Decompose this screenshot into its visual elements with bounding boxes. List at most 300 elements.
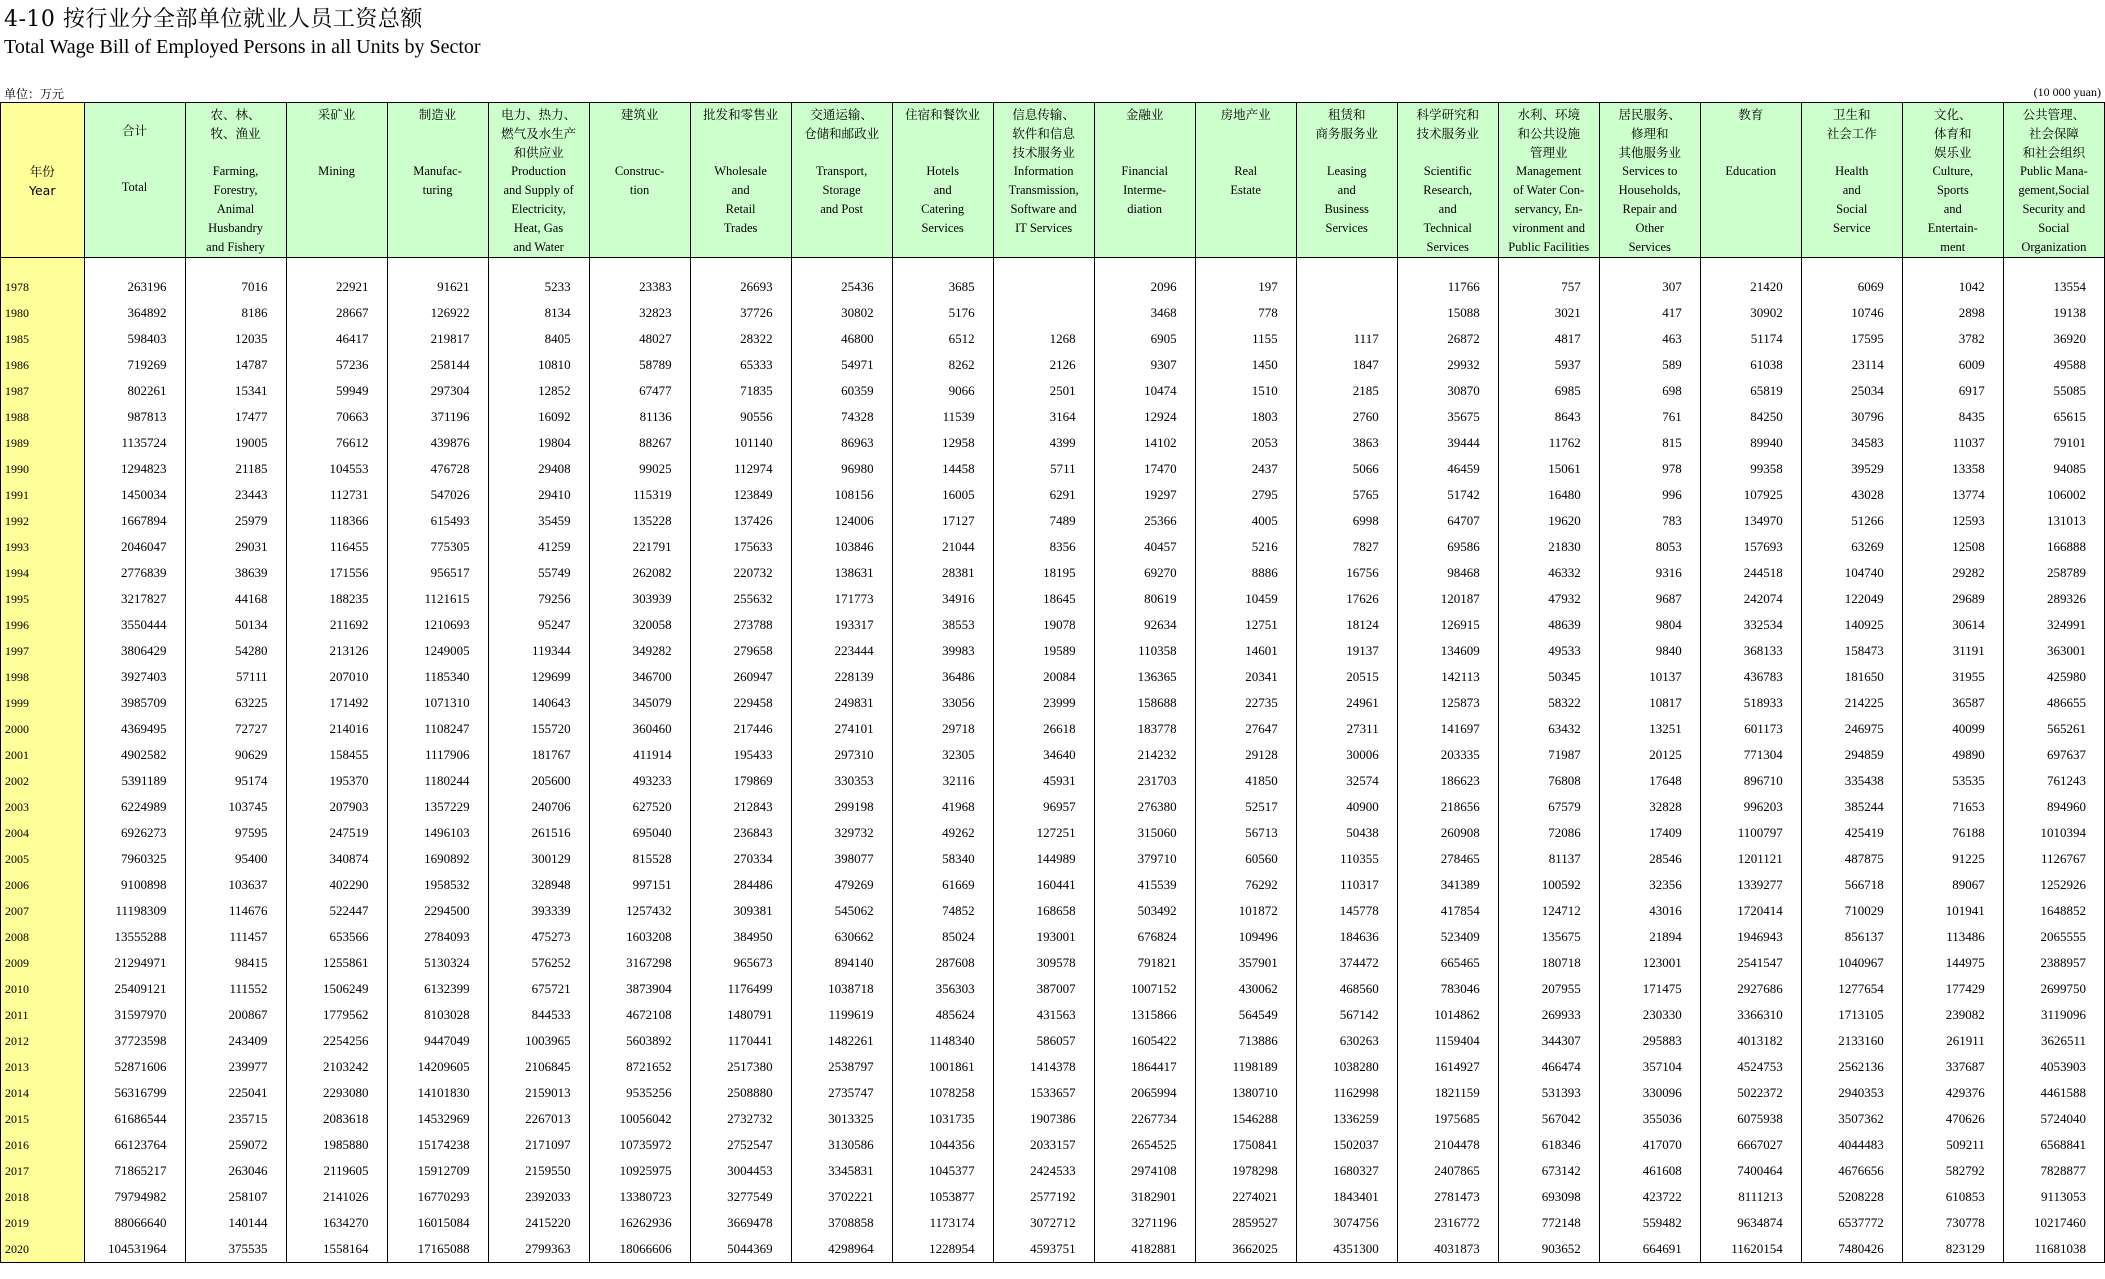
value-cell: 3164 — [993, 404, 1094, 430]
value-cell: 22735 — [1195, 690, 1296, 716]
value-cell: 235715 — [185, 1106, 286, 1132]
column-header — [589, 103, 690, 258]
value-cell: 46332 — [1498, 560, 1599, 586]
value-cell: 76808 — [1498, 768, 1599, 794]
value-cell: 1907386 — [993, 1106, 1094, 1132]
value-cell: 50438 — [1296, 820, 1397, 846]
year-cell: 1997 — [1, 638, 85, 664]
value-cell: 368133 — [1700, 638, 1801, 664]
value-cell: 328948 — [488, 872, 589, 898]
value-cell: 66123764 — [84, 1132, 185, 1158]
value-cell: 4461588 — [2003, 1080, 2104, 1106]
table-row — [1, 326, 2105, 352]
value-cell: 79101 — [2003, 430, 2104, 456]
value-cell: 21185 — [185, 456, 286, 482]
value-cell: 101872 — [1195, 898, 1296, 924]
value-cell: 41968 — [892, 794, 993, 820]
value-cell: 1821159 — [1397, 1080, 1498, 1106]
value-cell: 6985 — [1498, 378, 1599, 404]
value-cell: 16770293 — [387, 1184, 488, 1210]
value-cell: 20341 — [1195, 664, 1296, 690]
value-cell: 3119096 — [2003, 1002, 2104, 1028]
value-cell: 3550444 — [84, 612, 185, 638]
value-cell: 50134 — [185, 612, 286, 638]
column-header — [1195, 103, 1296, 258]
value-cell: 2096 — [1094, 274, 1195, 300]
column-header — [185, 103, 286, 258]
year-cell: 1992 — [1, 508, 85, 534]
value-cell: 160441 — [993, 872, 1094, 898]
value-cell: 1690892 — [387, 846, 488, 872]
value-cell: 11037 — [1902, 430, 2003, 456]
value-cell: 207010 — [286, 664, 387, 690]
value-cell: 43016 — [1599, 898, 1700, 924]
value-cell: 2254256 — [286, 1028, 387, 1054]
value-cell: 6069 — [1801, 274, 1902, 300]
value-cell: 6009 — [1902, 352, 2003, 378]
year-cell: 2004 — [1, 820, 85, 846]
value-cell: 59949 — [286, 378, 387, 404]
value-cell: 63432 — [1498, 716, 1599, 742]
value-cell: 2940353 — [1801, 1080, 1902, 1106]
value-cell: 1176499 — [690, 976, 791, 1002]
value-cell: 357901 — [1195, 950, 1296, 976]
value-cell: 429376 — [1902, 1080, 2003, 1106]
table-row — [1, 976, 2105, 1002]
value-cell: 586057 — [993, 1028, 1094, 1054]
value-cell: 479269 — [791, 872, 892, 898]
value-cell: 242074 — [1700, 586, 1801, 612]
value-cell: 1496103 — [387, 820, 488, 846]
value-cell: 2046047 — [84, 534, 185, 560]
value-cell: 4817 — [1498, 326, 1599, 352]
value-cell: 1294823 — [84, 456, 185, 482]
value-cell: 1605422 — [1094, 1028, 1195, 1054]
value-cell — [1296, 300, 1397, 326]
value-cell: 385244 — [1801, 794, 1902, 820]
value-cell: 461608 — [1599, 1158, 1700, 1184]
value-cell: 15061 — [1498, 456, 1599, 482]
value-cell: 19137 — [1296, 638, 1397, 664]
value-cell: 25409121 — [84, 976, 185, 1002]
value-cell: 26618 — [993, 716, 1094, 742]
value-cell: 2577192 — [993, 1184, 1094, 1210]
header-label-cn: 信息传输、 软件和信息 技术服务业 — [1012, 107, 1075, 160]
year-cell: 1995 — [1, 586, 85, 612]
value-cell: 67477 — [589, 378, 690, 404]
value-cell: 531393 — [1498, 1080, 1599, 1106]
value-cell: 19804 — [488, 430, 589, 456]
value-cell: 17165088 — [387, 1236, 488, 1263]
value-cell: 104531964 — [84, 1236, 185, 1263]
value-cell: 2508880 — [690, 1080, 791, 1106]
value-cell: 30614 — [1902, 612, 2003, 638]
value-cell: 1078258 — [892, 1080, 993, 1106]
header-label-en: Education — [1725, 164, 1777, 178]
value-cell: 101941 — [1902, 898, 2003, 924]
value-cell: 112974 — [690, 456, 791, 482]
value-cell: 330096 — [1599, 1080, 1700, 1106]
value-cell: 89940 — [1700, 430, 1801, 456]
value-cell: 10925975 — [589, 1158, 690, 1184]
value-cell: 20084 — [993, 664, 1094, 690]
value-cell: 5022372 — [1700, 1080, 1801, 1106]
column-header — [1700, 103, 1801, 258]
value-cell: 34583 — [1801, 430, 1902, 456]
value-cell: 23999 — [993, 690, 1094, 716]
header-label-cn: 金融业 — [1125, 107, 1164, 122]
value-cell: 1482261 — [791, 1028, 892, 1054]
value-cell: 58322 — [1498, 690, 1599, 716]
value-cell: 10810 — [488, 352, 589, 378]
value-cell: 5937 — [1498, 352, 1599, 378]
value-cell: 16015084 — [387, 1210, 488, 1236]
value-cell: 2053 — [1195, 430, 1296, 456]
value-cell: 17626 — [1296, 586, 1397, 612]
value-cell: 6512 — [892, 326, 993, 352]
value-cell: 346700 — [589, 664, 690, 690]
value-cell: 14601 — [1195, 638, 1296, 664]
value-cell: 115319 — [589, 482, 690, 508]
value-cell: 51266 — [1801, 508, 1902, 534]
value-cell: 193001 — [993, 924, 1094, 950]
value-cell: 90629 — [185, 742, 286, 768]
value-cell: 5066 — [1296, 456, 1397, 482]
year-cell: 2015 — [1, 1106, 85, 1132]
value-cell: 987813 — [84, 404, 185, 430]
year-cell: 1996 — [1, 612, 85, 638]
value-cell: 81137 — [1498, 846, 1599, 872]
value-cell: 95174 — [185, 768, 286, 794]
value-cell: 341389 — [1397, 872, 1498, 898]
value-cell: 601173 — [1700, 716, 1801, 742]
table-row — [1, 560, 2105, 586]
year-cell: 2019 — [1, 1210, 85, 1236]
value-cell: 1958532 — [387, 872, 488, 898]
value-cell: 2106845 — [488, 1054, 589, 1080]
table-row — [1, 924, 2105, 950]
year-cell: 1993 — [1, 534, 85, 560]
table-row — [1, 1080, 2105, 1106]
value-cell: 9634874 — [1700, 1210, 1801, 1236]
value-cell: 97595 — [185, 820, 286, 846]
value-cell: 1001861 — [892, 1054, 993, 1080]
value-cell: 6075938 — [1700, 1106, 1801, 1132]
value-cell: 6905 — [1094, 326, 1195, 352]
value-cell: 1053877 — [892, 1184, 993, 1210]
value-cell: 100592 — [1498, 872, 1599, 898]
value-cell: 374472 — [1296, 950, 1397, 976]
value-cell: 3782 — [1902, 326, 2003, 352]
header-label-cn: 房地产业 — [1220, 107, 1271, 122]
header-label-en: Management of Water Con- servancy, En- vironment and Public Facilities — [1508, 164, 1590, 254]
value-cell: 18124 — [1296, 612, 1397, 638]
value-cell: 32305 — [892, 742, 993, 768]
value-cell: 582792 — [1902, 1158, 2003, 1184]
value-cell: 3468 — [1094, 300, 1195, 326]
value-cell: 996 — [1599, 482, 1700, 508]
value-cell: 116455 — [286, 534, 387, 560]
value-cell: 261911 — [1902, 1028, 2003, 1054]
value-cell: 1750841 — [1195, 1132, 1296, 1158]
value-cell: 65333 — [690, 352, 791, 378]
value-cell: 896710 — [1700, 768, 1801, 794]
value-cell: 676824 — [1094, 924, 1195, 950]
value-cell: 14787 — [185, 352, 286, 378]
value-cell: 144989 — [993, 846, 1094, 872]
value-cell: 88066640 — [84, 1210, 185, 1236]
value-cell: 287608 — [892, 950, 993, 976]
value-cell: 95247 — [488, 612, 589, 638]
value-cell: 503492 — [1094, 898, 1195, 924]
value-cell: 3702221 — [791, 1184, 892, 1210]
value-cell: 123849 — [690, 482, 791, 508]
value-cell: 3004453 — [690, 1158, 791, 1184]
value-cell: 289326 — [2003, 586, 2104, 612]
value-cell: 730778 — [1902, 1210, 2003, 1236]
value-cell: 131013 — [2003, 508, 2104, 534]
value-cell: 30902 — [1700, 300, 1801, 326]
value-cell: 34916 — [892, 586, 993, 612]
value-cell: 487875 — [1801, 846, 1902, 872]
year-cell: 2011 — [1, 1002, 85, 1028]
wage-table — [0, 102, 2105, 1263]
year-cell: 2006 — [1, 872, 85, 898]
value-cell: 106002 — [2003, 482, 2104, 508]
value-cell: 2392033 — [488, 1184, 589, 1210]
value-cell: 1946943 — [1700, 924, 1801, 950]
value-cell: 775305 — [387, 534, 488, 560]
value-cell: 36486 — [892, 664, 993, 690]
value-cell: 6291 — [993, 482, 1094, 508]
value-cell: 823129 — [1902, 1236, 2003, 1263]
value-cell: 17127 — [892, 508, 993, 534]
column-header — [1902, 103, 2003, 258]
table-row — [1, 1002, 2105, 1028]
table-row — [1, 846, 2105, 872]
value-cell: 4369495 — [84, 716, 185, 742]
value-cell: 51174 — [1700, 326, 1801, 352]
value-cell: 345079 — [589, 690, 690, 716]
value-cell: 295883 — [1599, 1028, 1700, 1054]
value-cell: 80619 — [1094, 586, 1195, 612]
value-cell: 243409 — [185, 1028, 286, 1054]
value-cell: 344307 — [1498, 1028, 1599, 1054]
value-cell: 119344 — [488, 638, 589, 664]
column-header — [1397, 103, 1498, 258]
value-cell: 485624 — [892, 1002, 993, 1028]
value-cell: 2776839 — [84, 560, 185, 586]
value-cell: 29410 — [488, 482, 589, 508]
value-cell: 675721 — [488, 976, 589, 1002]
value-cell: 340874 — [286, 846, 387, 872]
value-cell: 2033157 — [993, 1132, 1094, 1158]
value-cell: 398077 — [791, 846, 892, 872]
value-cell: 1155 — [1195, 326, 1296, 352]
value-cell: 576252 — [488, 950, 589, 976]
value-cell: 2795 — [1195, 482, 1296, 508]
value-cell: 2103242 — [286, 1054, 387, 1080]
value-cell: 439876 — [387, 430, 488, 456]
value-cell: 136365 — [1094, 664, 1195, 690]
value-cell: 3130586 — [791, 1132, 892, 1158]
value-cell: 89067 — [1902, 872, 2003, 898]
year-cell: 2020 — [1, 1236, 85, 1263]
value-cell: 274101 — [791, 716, 892, 742]
value-cell: 12508 — [1902, 534, 2003, 560]
value-cell: 364892 — [84, 300, 185, 326]
header-label-en: Financial Interme- diation — [1121, 164, 1168, 216]
value-cell: 7827 — [1296, 534, 1397, 560]
value-cell: 179869 — [690, 768, 791, 794]
value-cell: 141697 — [1397, 716, 1498, 742]
value-cell: 4524753 — [1700, 1054, 1801, 1080]
value-cell: 2185 — [1296, 378, 1397, 404]
value-cell: 15174238 — [387, 1132, 488, 1158]
value-cell: 32574 — [1296, 768, 1397, 794]
value-cell: 9535256 — [589, 1080, 690, 1106]
value-cell: 1978298 — [1195, 1158, 1296, 1184]
value-cell: 18195 — [993, 560, 1094, 586]
value-cell: 710029 — [1801, 898, 1902, 924]
value-cell: 123001 — [1599, 950, 1700, 976]
value-cell: 28322 — [690, 326, 791, 352]
value-cell: 5765 — [1296, 482, 1397, 508]
value-cell: 140925 — [1801, 612, 1902, 638]
value-cell: 470626 — [1902, 1106, 2003, 1132]
value-cell: 3806429 — [84, 638, 185, 664]
column-header-year — [1, 103, 85, 258]
value-cell: 12852 — [488, 378, 589, 404]
value-cell: 7016 — [185, 274, 286, 300]
value-cell: 15341 — [185, 378, 286, 404]
value-cell: 90556 — [690, 404, 791, 430]
value-cell: 43028 — [1801, 482, 1902, 508]
value-cell: 630662 — [791, 924, 892, 950]
value-cell: 3074756 — [1296, 1210, 1397, 1236]
value-cell: 23443 — [185, 482, 286, 508]
value-cell: 33056 — [892, 690, 993, 716]
value-cell: 88267 — [589, 430, 690, 456]
table-row — [1, 352, 2105, 378]
value-cell: 22921 — [286, 274, 387, 300]
value-cell: 6568841 — [2003, 1132, 2104, 1158]
value-cell: 695040 — [589, 820, 690, 846]
value-cell: 1201121 — [1700, 846, 1801, 872]
value-cell: 108156 — [791, 482, 892, 508]
table-row — [1, 716, 2105, 742]
value-cell: 171773 — [791, 586, 892, 612]
table-title-english: Total Wage Bill of Employed Persons in all Units by Sector — [4, 36, 481, 58]
value-cell: 10137 — [1599, 664, 1700, 690]
value-cell: 180718 — [1498, 950, 1599, 976]
value-cell: 1268 — [993, 326, 1094, 352]
value-cell: 158688 — [1094, 690, 1195, 716]
value-cell: 91621 — [387, 274, 488, 300]
value-cell: 1864417 — [1094, 1054, 1195, 1080]
value-cell: 1210693 — [387, 612, 488, 638]
value-cell: 8435 — [1902, 404, 2003, 430]
value-cell: 1502037 — [1296, 1132, 1397, 1158]
value-cell: 39983 — [892, 638, 993, 664]
value-cell: 25034 — [1801, 378, 1902, 404]
value-cell: 6998 — [1296, 508, 1397, 534]
value-cell: 52517 — [1195, 794, 1296, 820]
value-cell: 168658 — [993, 898, 1094, 924]
year-cell: 2008 — [1, 924, 85, 950]
value-cell: 2799363 — [488, 1236, 589, 1263]
header-label-en: Health and Social Service — [1833, 164, 1871, 235]
value-cell: 387007 — [993, 976, 1094, 1002]
value-cell: 197 — [1195, 274, 1296, 300]
value-cell: 11681038 — [2003, 1236, 2104, 1263]
table-row — [1, 872, 2105, 898]
value-cell: 3626511 — [2003, 1028, 2104, 1054]
value-cell: 103846 — [791, 534, 892, 560]
value-cell: 260947 — [690, 664, 791, 690]
value-cell: 10817 — [1599, 690, 1700, 716]
value-cell: 9840 — [1599, 638, 1700, 664]
value-cell: 27647 — [1195, 716, 1296, 742]
value-cell: 1071310 — [387, 690, 488, 716]
value-cell: 58340 — [892, 846, 993, 872]
value-cell: 195433 — [690, 742, 791, 768]
value-cell: 3366310 — [1700, 1002, 1801, 1028]
value-cell: 2974108 — [1094, 1158, 1195, 1184]
year-cell: 2018 — [1, 1184, 85, 1210]
value-cell: 9100898 — [84, 872, 185, 898]
value-cell: 16262936 — [589, 1210, 690, 1236]
value-cell: 627520 — [589, 794, 690, 820]
value-cell: 1031735 — [892, 1106, 993, 1132]
value-cell: 53535 — [1902, 768, 2003, 794]
value-cell: 493233 — [589, 768, 690, 794]
header-label-cn: 科学研究和 技术服务业 — [1416, 107, 1479, 141]
value-cell: 547026 — [387, 482, 488, 508]
value-cell: 55749 — [488, 560, 589, 586]
value-cell: 52871606 — [84, 1054, 185, 1080]
year-cell: 2001 — [1, 742, 85, 768]
value-cell: 214016 — [286, 716, 387, 742]
header-label-cn: 住宿和餐饮业 — [905, 107, 981, 122]
value-cell: 11766 — [1397, 274, 1498, 300]
value-cell: 2760 — [1296, 404, 1397, 430]
value-cell: 99025 — [589, 456, 690, 482]
value-cell: 12751 — [1195, 612, 1296, 638]
value-cell: 2654525 — [1094, 1132, 1195, 1158]
value-cell: 567142 — [1296, 1002, 1397, 1028]
year-cell: 1989 — [1, 430, 85, 456]
value-cell: 2159550 — [488, 1158, 589, 1184]
value-cell: 158473 — [1801, 638, 1902, 664]
value-cell: 894960 — [2003, 794, 2104, 820]
value-cell: 565261 — [2003, 716, 2104, 742]
table-row — [1, 638, 2105, 664]
value-cell: 2437 — [1195, 456, 1296, 482]
value-cell: 783 — [1599, 508, 1700, 534]
value-cell: 2159013 — [488, 1080, 589, 1106]
value-cell: 236843 — [690, 820, 791, 846]
header-label-cn: 水利、环境 和公共设施 管理业 — [1517, 107, 1580, 160]
value-cell: 1044356 — [892, 1132, 993, 1158]
value-cell: 2141026 — [286, 1184, 387, 1210]
year-cell: 2003 — [1, 794, 85, 820]
value-cell: 11762 — [1498, 430, 1599, 456]
value-cell: 13251 — [1599, 716, 1700, 742]
value-cell: 186623 — [1397, 768, 1498, 794]
value-cell: 2065555 — [2003, 924, 2104, 950]
value-cell: 14458 — [892, 456, 993, 482]
